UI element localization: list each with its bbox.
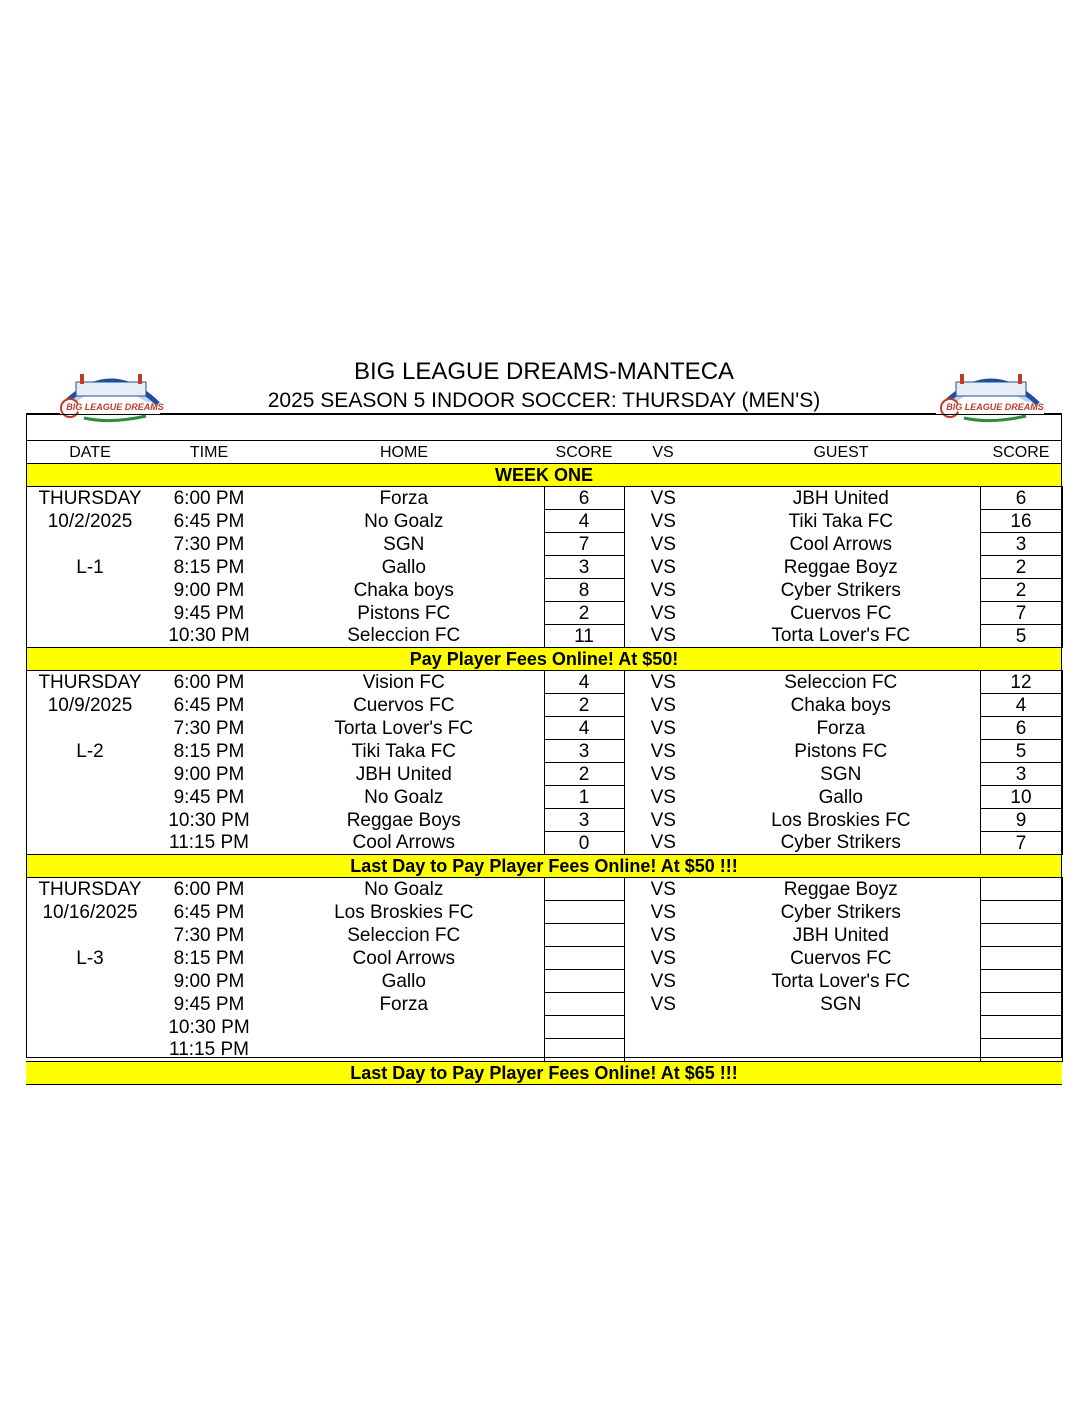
home-score: 4: [544, 717, 624, 740]
week-label: WEEK ONE: [26, 464, 1062, 487]
page-subtitle: 2025 SEASON 5 INDOOR SOCCER: THURSDAY (MEN'S): [267, 389, 821, 412]
game-time: 8:15 PM: [173, 740, 245, 762]
game-time: 6:00 PM: [173, 878, 245, 900]
game-row: [26, 579, 1062, 602]
vs-label: VS: [650, 786, 676, 808]
vs-label: VS: [650, 556, 676, 578]
vs-label: VS: [650, 533, 676, 555]
guest-team: Reggae Boyz: [783, 878, 898, 900]
svg-text:BIG LEAGUE DREAMS: BIG LEAGUE DREAMS: [946, 402, 1044, 412]
home-team: No Goalz: [364, 510, 444, 532]
page-title: BIG LEAGUE DREAMS-MANTECA: [353, 358, 735, 385]
game-row: [26, 510, 1062, 533]
home-score: [544, 878, 624, 901]
game-time: 11:15 PM: [169, 1039, 249, 1061]
guest-score: 5: [980, 740, 1062, 763]
game-row: [26, 556, 1062, 579]
league-label: [26, 786, 154, 809]
league-label: [26, 717, 154, 740]
home-team: Seleccion FC: [347, 924, 461, 946]
guest-team: Torta Lover's FC: [771, 625, 911, 647]
game-time: 9:45 PM: [173, 993, 245, 1015]
guest-team: Cuervos FC: [790, 602, 892, 624]
guest-score: 12: [980, 671, 1062, 694]
col-home: HOME: [264, 441, 544, 464]
game-time: 6:45 PM: [173, 510, 245, 532]
guest-score: [980, 878, 1062, 901]
guest-score: 6: [980, 487, 1062, 510]
game-row: [26, 924, 1062, 947]
game-row: [26, 533, 1062, 556]
game-time: 7:30 PM: [173, 717, 245, 739]
game-time: 10:30 PM: [168, 1016, 250, 1038]
game-row: [26, 901, 1062, 924]
game-row: [26, 740, 1062, 763]
home-team: Chaka boys: [353, 579, 454, 601]
guest-score: 2: [980, 556, 1062, 579]
blank-row: [26, 414, 1062, 441]
home-score: 2: [544, 763, 624, 786]
guest-score: [980, 924, 1062, 947]
game-day: THURSDAY: [38, 487, 142, 509]
league-label: L-1: [76, 556, 104, 578]
home-score: 2: [544, 694, 624, 717]
game-row: [26, 832, 1062, 855]
schedule-table: [26, 414, 1063, 1085]
home-team: Seleccion FC: [347, 625, 461, 647]
home-score: 4: [544, 510, 624, 533]
home-score: [544, 1016, 624, 1039]
home-score: [544, 947, 624, 970]
fee-banner: [26, 1062, 1062, 1085]
game-time: 6:00 PM: [173, 671, 245, 693]
game-row: [26, 993, 1062, 1016]
home-score: 3: [544, 740, 624, 763]
home-team: Cuervos FC: [353, 694, 455, 716]
guest-team: Cuervos FC: [790, 947, 892, 969]
league-label: [26, 832, 154, 855]
guest-team: Cyber Strikers: [780, 832, 901, 854]
home-score: 11: [544, 625, 624, 648]
home-team: Cool Arrows: [352, 832, 455, 854]
col-home-score: SCORE: [544, 441, 624, 464]
home-team: Gallo: [381, 556, 426, 578]
vs-label: VS: [650, 832, 676, 854]
guest-score: [980, 970, 1062, 993]
home-score: 8: [544, 579, 624, 602]
game-time: 10:30 PM: [168, 809, 250, 831]
guest-team: Torta Lover's FC: [771, 970, 911, 992]
guest-score: [980, 1039, 1062, 1062]
home-score: 0: [544, 832, 624, 855]
guest-score: 7: [980, 602, 1062, 625]
fee-banner-text: Last Day to Pay Player Fees Online! At $65 !!!: [26, 1062, 1062, 1085]
vs-label: VS: [650, 901, 676, 923]
vs-label: [624, 1039, 702, 1062]
game-time: 9:00 PM: [173, 579, 245, 601]
column-header-row: [26, 441, 1062, 464]
vs-label: VS: [650, 924, 676, 946]
vs-label: VS: [650, 993, 676, 1015]
guest-score: 7: [980, 832, 1062, 855]
game-time: 11:15 PM: [169, 832, 249, 854]
home-team: Forza: [379, 993, 429, 1015]
game-time: 6:45 PM: [173, 694, 245, 716]
vs-label: VS: [650, 694, 676, 716]
game-time: 6:45 PM: [173, 901, 245, 923]
vs-label: VS: [650, 579, 676, 601]
game-row: [26, 1039, 1062, 1062]
league-label: [26, 533, 154, 556]
guest-team: Reggae Boyz: [783, 556, 898, 578]
vs-label: VS: [650, 878, 676, 900]
guest-team: Los Broskies FC: [771, 809, 911, 831]
game-row: [26, 786, 1062, 809]
vs-label: VS: [650, 809, 676, 831]
guest-score: [980, 993, 1062, 1016]
col-time: TIME: [154, 441, 264, 464]
game-row: [26, 970, 1062, 993]
home-team: Gallo: [381, 970, 426, 992]
guest-score: 3: [980, 763, 1062, 786]
guest-team: Forza: [816, 717, 866, 739]
vs-label: VS: [650, 947, 676, 969]
game-date: 10/9/2025: [47, 694, 133, 716]
guest-team: SGN: [820, 763, 862, 785]
league-label: L-2: [76, 740, 104, 762]
game-row: [26, 602, 1062, 625]
fee-banner-text: Pay Player Fees Online! At $50!: [26, 648, 1062, 671]
game-day: THURSDAY: [38, 878, 142, 900]
home-team: Los Broskies FC: [334, 901, 474, 923]
game-time: 10:30 PM: [168, 625, 250, 647]
guest-score: 5: [980, 625, 1062, 648]
league-label: [26, 993, 154, 1016]
vs-label: VS: [650, 510, 676, 532]
game-row: [26, 809, 1062, 832]
home-team: [264, 1039, 544, 1062]
vs-label: VS: [650, 602, 676, 624]
col-vs: VS: [624, 441, 702, 464]
guest-score: 10: [980, 786, 1062, 809]
league-label: [26, 1016, 154, 1039]
vs-label: [624, 1016, 702, 1039]
league-label: [26, 602, 154, 625]
guest-team: [702, 1039, 980, 1062]
home-team: Vision FC: [362, 671, 445, 693]
guest-score: 6: [980, 717, 1062, 740]
game-date: 10/16/2025: [42, 901, 138, 923]
guest-score: 2: [980, 579, 1062, 602]
home-score: [544, 993, 624, 1016]
guest-score: 3: [980, 533, 1062, 556]
game-date: 10/2/2025: [47, 510, 133, 532]
game-time: 9:45 PM: [173, 602, 245, 624]
league-label: [26, 579, 154, 602]
home-team: Forza: [379, 487, 429, 509]
game-day: THURSDAY: [38, 671, 142, 693]
game-time: 6:00 PM: [173, 487, 245, 509]
guest-team: Cool Arrows: [789, 533, 892, 555]
home-score: 4: [544, 671, 624, 694]
game-time: 7:30 PM: [173, 924, 245, 946]
guest-score: 16: [980, 510, 1062, 533]
week-banner: [26, 464, 1062, 487]
game-time: 8:15 PM: [173, 556, 245, 578]
svg-text:BIG LEAGUE DREAMS: BIG LEAGUE DREAMS: [66, 402, 164, 412]
guest-team: Chaka boys: [790, 694, 891, 716]
home-team: No Goalz: [364, 786, 444, 808]
vs-label: VS: [650, 763, 676, 785]
home-score: 3: [544, 809, 624, 832]
guest-team: SGN: [820, 993, 862, 1015]
home-score: [544, 970, 624, 993]
home-score: 1: [544, 786, 624, 809]
game-row: [26, 1016, 1062, 1039]
col-date: DATE: [26, 441, 154, 464]
game-row: [26, 625, 1062, 648]
col-guest-score: SCORE: [980, 441, 1062, 464]
home-score: 2: [544, 602, 624, 625]
guest-team: Pistons FC: [794, 740, 888, 762]
guest-team: JBH United: [792, 924, 889, 946]
game-row: [26, 878, 1062, 901]
home-score: 6: [544, 487, 624, 510]
vs-label: VS: [650, 717, 676, 739]
guest-score: 4: [980, 694, 1062, 717]
vs-label: VS: [650, 625, 676, 647]
game-row: [26, 947, 1062, 970]
home-score: 7: [544, 533, 624, 556]
game-time: 9:00 PM: [173, 970, 245, 992]
game-time: 9:45 PM: [173, 786, 245, 808]
home-score: [544, 901, 624, 924]
league-label: L-3: [76, 947, 104, 969]
home-team: Torta Lover's FC: [334, 717, 474, 739]
guest-team: Cyber Strikers: [780, 579, 901, 601]
fee-banner: [26, 855, 1062, 878]
schedule-body: [26, 414, 1062, 1085]
home-team: No Goalz: [364, 878, 444, 900]
home-score: [544, 1039, 624, 1062]
guest-score: [980, 901, 1062, 924]
home-team: Tiki Taka FC: [351, 740, 457, 762]
game-row: [26, 487, 1062, 510]
guest-team: Tiki Taka FC: [788, 510, 894, 532]
home-team: SGN: [383, 533, 425, 555]
home-score: 3: [544, 556, 624, 579]
game-time: 8:15 PM: [173, 947, 245, 969]
vs-label: VS: [650, 970, 676, 992]
home-team: [264, 1016, 544, 1039]
game-row: [26, 717, 1062, 740]
guest-score: [980, 947, 1062, 970]
guest-team: [702, 1016, 980, 1039]
home-score: [544, 924, 624, 947]
guest-team: Gallo: [818, 786, 863, 808]
home-team: JBH United: [355, 763, 452, 785]
guest-score: [980, 1016, 1062, 1039]
home-team: Cool Arrows: [352, 947, 455, 969]
guest-team: Seleccion FC: [784, 671, 898, 693]
guest-score: 9: [980, 809, 1062, 832]
vs-label: VS: [650, 740, 676, 762]
game-time: 9:00 PM: [173, 763, 245, 785]
league-label: [26, 1039, 154, 1062]
home-team: Pistons FC: [357, 602, 451, 624]
guest-team: Cyber Strikers: [780, 901, 901, 923]
fee-banner-text: Last Day to Pay Player Fees Online! At $50 !!!: [26, 855, 1062, 878]
vs-label: VS: [650, 487, 676, 509]
col-guest: GUEST: [702, 441, 980, 464]
guest-team: JBH United: [792, 487, 889, 509]
league-label: [26, 763, 154, 786]
fee-banner: [26, 648, 1062, 671]
vs-label: VS: [650, 671, 676, 693]
league-label: [26, 924, 154, 947]
league-label: [26, 625, 154, 648]
game-row: [26, 671, 1062, 694]
game-row: [26, 694, 1062, 717]
league-label: [26, 970, 154, 993]
league-label: [26, 809, 154, 832]
game-time: 7:30 PM: [173, 533, 245, 555]
game-row: [26, 763, 1062, 786]
home-team: Reggae Boys: [346, 809, 461, 831]
